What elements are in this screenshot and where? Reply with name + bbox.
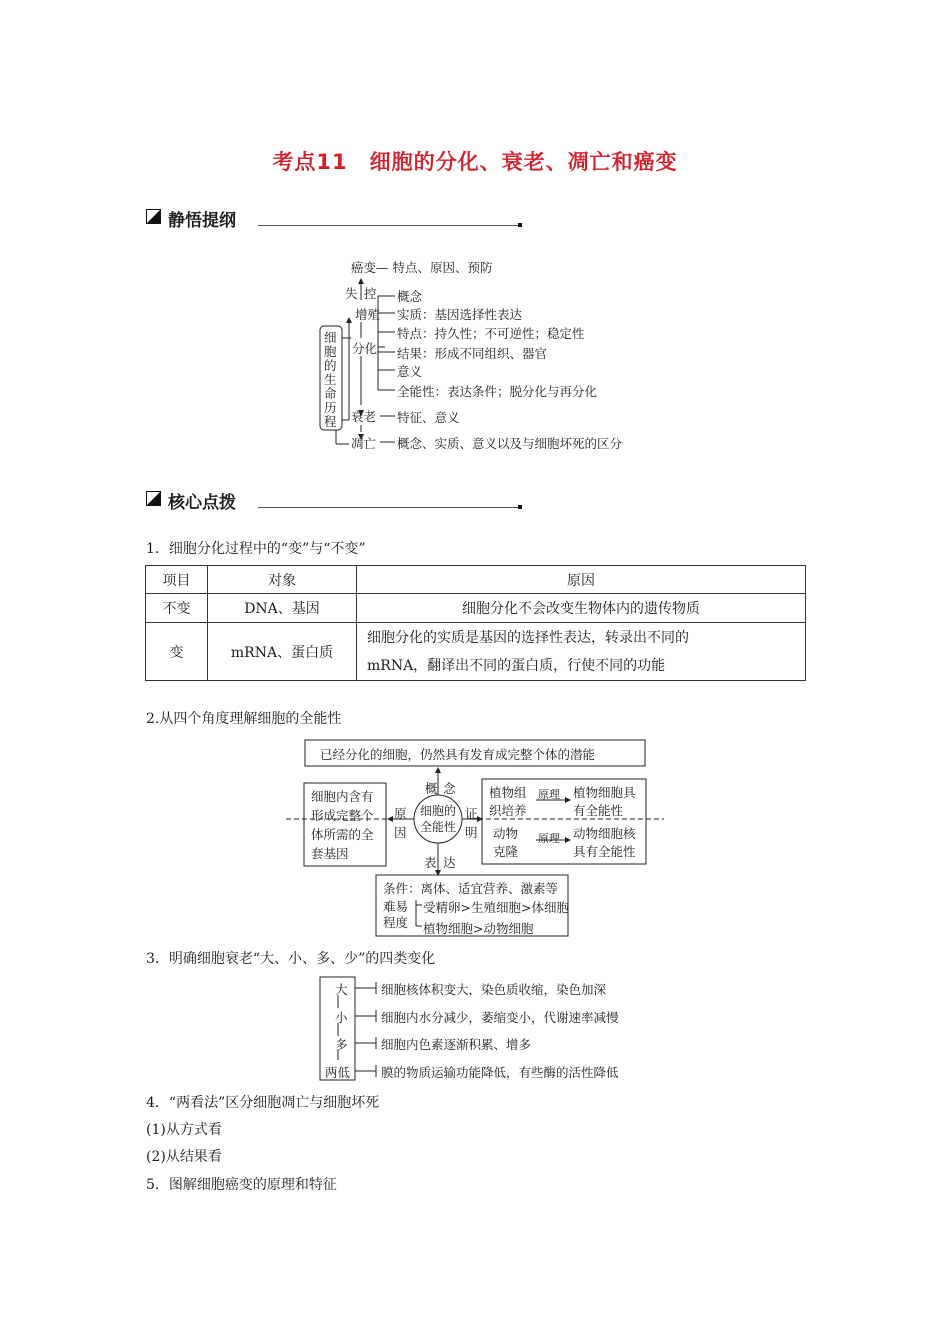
aging-item: 细胞内色素逐渐积累、增多 — [381, 1037, 532, 1052]
result-line: 植物细胞具 — [573, 785, 636, 800]
difficulty-line: 难易 — [383, 899, 409, 914]
reason-line: 套基因 — [311, 846, 349, 861]
animal-line: 克隆 — [493, 844, 519, 859]
apop-detail: 概念、实质、意义以及与细胞坏死的区分 — [397, 436, 623, 451]
aging-key: 两低 — [325, 1065, 351, 1080]
outline-item: 结果：形成不同组织、器官 — [397, 346, 548, 361]
point-5-heading: 5．图解细胞癌变的原理和特征 — [146, 1177, 337, 1193]
point-4b: (2)从结果看 — [146, 1149, 222, 1165]
aging-key: 多 — [335, 1037, 348, 1052]
prolif-label: 增殖 — [355, 307, 381, 322]
order-line: 受精卵>生殖细胞>体细胞 — [423, 900, 569, 915]
lost-label: 失 — [345, 286, 358, 301]
result-line: 有全能性 — [573, 803, 624, 818]
table-cell: 变 — [146, 623, 208, 681]
principle-label: 原理 — [538, 788, 560, 801]
label-char: 证 — [465, 806, 478, 821]
label-char: 概 — [425, 781, 438, 796]
aging-item: 细胞核体积变大，染色质收缩，染色加深 — [381, 982, 607, 997]
aging-item: 膜的物质运输功能降低，有些酶的活性降低 — [381, 1065, 619, 1080]
table-cell: DNA、基因 — [208, 594, 357, 623]
outline-item: 特点：持久性；不可逆性；稳定性 — [397, 326, 585, 341]
result-line: 动物细胞核 — [573, 826, 636, 841]
table-header-cell: 对象 — [208, 566, 357, 594]
reason-line: 形成完整个 — [311, 808, 374, 823]
table-cell-line: mRNA，翻译出不同的蛋白质，行使不同的功能 — [367, 657, 666, 674]
point-4a: (1)从方式看 — [146, 1122, 222, 1138]
control-label: 控 — [364, 286, 377, 301]
aging-item: 细胞内水分减少，萎缩变小，代谢速率减慢 — [381, 1010, 619, 1025]
point-3-heading: 3．明确细胞衰老“大、小、多、少”的四类变化 — [146, 951, 436, 967]
aging-label: 衰老 — [351, 409, 377, 424]
label-char: 原 — [394, 806, 407, 821]
label-char: 达 — [443, 855, 456, 870]
table-cell-line: 细胞分化的实质是基因的选择性表达，转录出不同的 — [367, 629, 689, 646]
order-line: 植物细胞>动物细胞 — [423, 921, 534, 936]
table-cell: mRNA、蛋白质 — [208, 623, 357, 681]
table-header-cell: 原因 — [357, 566, 806, 594]
table-cell: 不变 — [146, 594, 208, 623]
vchar: 命 — [324, 386, 337, 401]
vchar: 细 — [324, 330, 337, 345]
point-2-heading: 2.从四个角度理解细胞的全能性 — [146, 711, 342, 727]
section-title: 核心点拨 — [168, 493, 236, 513]
outline-item: 概念 — [397, 289, 423, 304]
outline-item: 实质：基因选择性表达 — [397, 307, 523, 322]
plant-line: 植物组 — [489, 785, 527, 800]
vchar: 程 — [324, 414, 337, 429]
plant-line: 织培养 — [489, 803, 527, 818]
page-title: 考点11 细胞的分化、衰老、凋亡和癌变 — [272, 150, 678, 174]
label-char: 因 — [394, 825, 407, 840]
label-char: 念 — [443, 781, 456, 796]
aging-key: 大 — [335, 982, 348, 997]
principle-label: 原理 — [538, 832, 560, 845]
vchar: 的 — [324, 358, 337, 373]
result-line: 具有全能性 — [573, 844, 636, 859]
aging-key: 小 — [335, 1010, 348, 1025]
center-line: 细胞的 — [419, 804, 456, 818]
outline-item: 全能性：表达条件；脱分化与再分化 — [397, 384, 598, 399]
table-header-cell: 项目 — [146, 566, 208, 594]
aging-detail: 特征、意义 — [397, 410, 460, 425]
vchar: 胞 — [324, 344, 337, 359]
diff-label: 分化 — [352, 341, 378, 356]
apop-label: 凋亡 — [351, 436, 377, 451]
point-4-heading: 4．“两看法”区分细胞凋亡与细胞坏死 — [146, 1095, 380, 1111]
condition-line: 条件：离体、适宜营养、激素等 — [383, 881, 559, 896]
center-line: 全能性 — [419, 820, 456, 834]
vchar: 生 — [324, 372, 337, 387]
totipotency-definition: 已经分化的细胞，仍然具有发育成完整个体的潜能 — [320, 747, 596, 762]
outline-item: 意义 — [397, 364, 423, 379]
table-cell: 细胞分化不会改变生物体内的遗传物质 — [357, 594, 806, 623]
label-char: 表 — [424, 855, 437, 870]
vchar: 历 — [324, 400, 337, 415]
animal-line: 动物 — [493, 826, 519, 841]
section-title: 静悟提纲 — [168, 211, 236, 231]
point-1-heading: 1．细胞分化过程中的“变”与“不变” — [146, 541, 366, 557]
cancer-line: 癌变— 特点、原因、预防 — [351, 260, 493, 275]
reason-line: 体所需的全 — [311, 827, 374, 842]
difficulty-line: 程度 — [383, 915, 409, 930]
label-char: 明 — [465, 825, 478, 840]
reason-line: 细胞内含有 — [311, 789, 374, 804]
